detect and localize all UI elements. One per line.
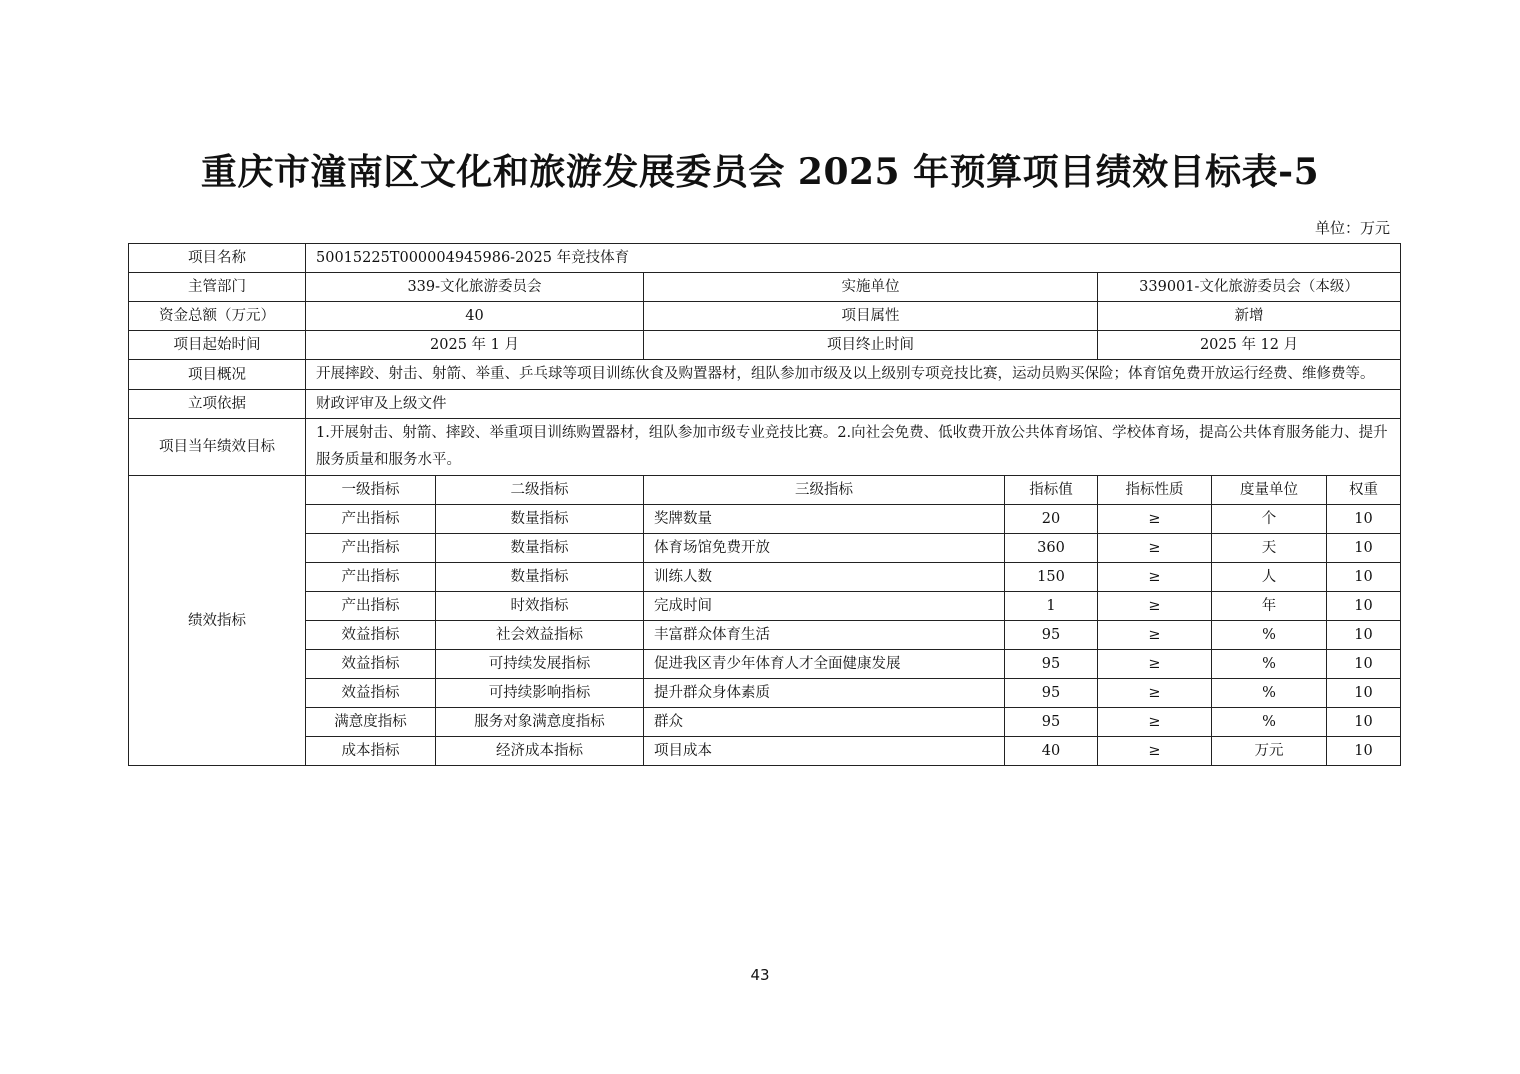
level1-cell: 满意度指标	[306, 708, 436, 737]
project-name-value: 50015225T000004945986-2025 年竞技体育	[306, 244, 1401, 273]
dept-value: 339-文化旅游委员会	[306, 273, 644, 302]
weight-cell: 10	[1327, 592, 1401, 621]
unit-label: 单位：万元	[1314, 219, 1390, 237]
nature-cell: ≥	[1098, 737, 1212, 766]
unit-cell: %	[1212, 679, 1327, 708]
row-indicator-header	[129, 476, 1401, 505]
weight-cell: 10	[1327, 534, 1401, 563]
nature-cell: ≥	[1098, 534, 1212, 563]
value-cell: 95	[1005, 650, 1098, 679]
unit-cell: 人	[1212, 563, 1327, 592]
unit-cell: %	[1212, 621, 1327, 650]
attr-label: 项目属性	[644, 302, 1098, 331]
funds-label: 资金总额（万元）	[129, 302, 306, 331]
weight-cell: 10	[1327, 737, 1401, 766]
level1-cell: 效益指标	[306, 679, 436, 708]
table-row	[129, 737, 1401, 766]
value-cell: 95	[1005, 679, 1098, 708]
weight-cell: 10	[1327, 650, 1401, 679]
level2-cell: 可持续发展指标	[436, 650, 644, 679]
weight-cell: 10	[1327, 505, 1401, 534]
header-weight: 权重	[1327, 476, 1401, 505]
level2-cell: 服务对象满意度指标	[436, 708, 644, 737]
level3-cell: 训练人数	[644, 563, 1005, 592]
table-row	[129, 592, 1401, 621]
level2-cell: 时效指标	[436, 592, 644, 621]
overview-value: 开展摔跤、射击、射箭、举重、乒乓球等项目训练伙食及购置器材，组队参加市级及以上级别专项竞技比赛，运动员购买保险；体育馆免费开放运行经费、维修费等。	[306, 360, 1401, 390]
nature-cell: ≥	[1098, 679, 1212, 708]
level1-cell: 效益指标	[306, 621, 436, 650]
basis-value: 财政评审及上级文件	[306, 390, 1401, 419]
dept-label: 主管部门	[129, 273, 306, 302]
nature-cell: ≥	[1098, 708, 1212, 737]
header-level1: 一级指标	[306, 476, 436, 505]
header-level2: 二级指标	[436, 476, 644, 505]
row-funds	[129, 302, 1401, 331]
level3-cell: 群众	[644, 708, 1005, 737]
funds-value: 40	[306, 302, 644, 331]
unit-cell: 天	[1212, 534, 1327, 563]
nature-cell: ≥	[1098, 563, 1212, 592]
row-project-name	[129, 244, 1401, 273]
table-row	[129, 621, 1401, 650]
page-title: 重庆市潼南区文化和旅游发展委员会 2025 年预算项目绩效目标表-5	[200, 151, 1320, 193]
value-cell: 150	[1005, 563, 1098, 592]
performance-table	[128, 243, 1401, 766]
header-nature: 指标性质	[1098, 476, 1212, 505]
row-goal	[129, 419, 1401, 476]
unit-cell: 万元	[1212, 737, 1327, 766]
unit-cell: 年	[1212, 592, 1327, 621]
row-overview	[129, 360, 1401, 390]
level2-cell: 社会效益指标	[436, 621, 644, 650]
value-cell: 1	[1005, 592, 1098, 621]
unit-cell: %	[1212, 650, 1327, 679]
overview-label: 项目概况	[129, 360, 306, 390]
basis-label: 立项依据	[129, 390, 306, 419]
value-cell: 95	[1005, 621, 1098, 650]
level1-cell: 产出指标	[306, 505, 436, 534]
level2-cell: 数量指标	[436, 563, 644, 592]
nature-cell: ≥	[1098, 592, 1212, 621]
header-value: 指标值	[1005, 476, 1098, 505]
level3-cell: 体育场馆免费开放	[644, 534, 1005, 563]
value-cell: 360	[1005, 534, 1098, 563]
level2-cell: 经济成本指标	[436, 737, 644, 766]
goal-value: 1.开展射击、射箭、摔跤、举重项目训练购置器材，组队参加市级专业竞技比赛。2.向社会免费、低收费开放公共体育场馆、学校体育场，提高公共体育服务能力、提升服务质量和服务水平。	[306, 419, 1401, 476]
level3-cell: 项目成本	[644, 737, 1005, 766]
unit-cell: 个	[1212, 505, 1327, 534]
value-cell: 40	[1005, 737, 1098, 766]
table-row	[129, 708, 1401, 737]
level1-cell: 产出指标	[306, 534, 436, 563]
level3-cell: 奖牌数量	[644, 505, 1005, 534]
row-basis	[129, 390, 1401, 419]
table-row	[129, 505, 1401, 534]
level3-cell: 提升群众身体素质	[644, 679, 1005, 708]
nature-cell: ≥	[1098, 650, 1212, 679]
row-department	[129, 273, 1401, 302]
level2-cell: 可持续影响指标	[436, 679, 644, 708]
impl-label: 实施单位	[644, 273, 1098, 302]
weight-cell: 10	[1327, 708, 1401, 737]
indicators-section-label: 绩效指标	[129, 476, 306, 766]
level1-cell: 效益指标	[306, 650, 436, 679]
table-row	[129, 650, 1401, 679]
impl-value: 339001-文化旅游委员会（本级）	[1098, 273, 1401, 302]
level3-cell: 促进我区青少年体育人才全面健康发展	[644, 650, 1005, 679]
end-value: 2025 年 12 月	[1098, 331, 1401, 360]
level2-cell: 数量指标	[436, 534, 644, 563]
level3-cell: 完成时间	[644, 592, 1005, 621]
weight-cell: 10	[1327, 679, 1401, 708]
header-unit: 度量单位	[1212, 476, 1327, 505]
value-cell: 95	[1005, 708, 1098, 737]
unit-cell: %	[1212, 708, 1327, 737]
table-row	[129, 563, 1401, 592]
level1-cell: 成本指标	[306, 737, 436, 766]
nature-cell: ≥	[1098, 621, 1212, 650]
level2-cell: 数量指标	[436, 505, 644, 534]
page-number: 43	[750, 966, 770, 984]
attr-value: 新增	[1098, 302, 1401, 331]
project-name-label: 项目名称	[129, 244, 306, 273]
start-value: 2025 年 1 月	[306, 331, 644, 360]
goal-label: 项目当年绩效目标	[129, 419, 306, 476]
weight-cell: 10	[1327, 621, 1401, 650]
start-label: 项目起始时间	[129, 331, 306, 360]
table-row	[129, 679, 1401, 708]
level1-cell: 产出指标	[306, 563, 436, 592]
header-level3: 三级指标	[644, 476, 1005, 505]
table-row	[129, 534, 1401, 563]
end-label: 项目终止时间	[644, 331, 1098, 360]
row-period	[129, 331, 1401, 360]
level3-cell: 丰富群众体育生活	[644, 621, 1005, 650]
nature-cell: ≥	[1098, 505, 1212, 534]
weight-cell: 10	[1327, 563, 1401, 592]
level1-cell: 产出指标	[306, 592, 436, 621]
value-cell: 20	[1005, 505, 1098, 534]
